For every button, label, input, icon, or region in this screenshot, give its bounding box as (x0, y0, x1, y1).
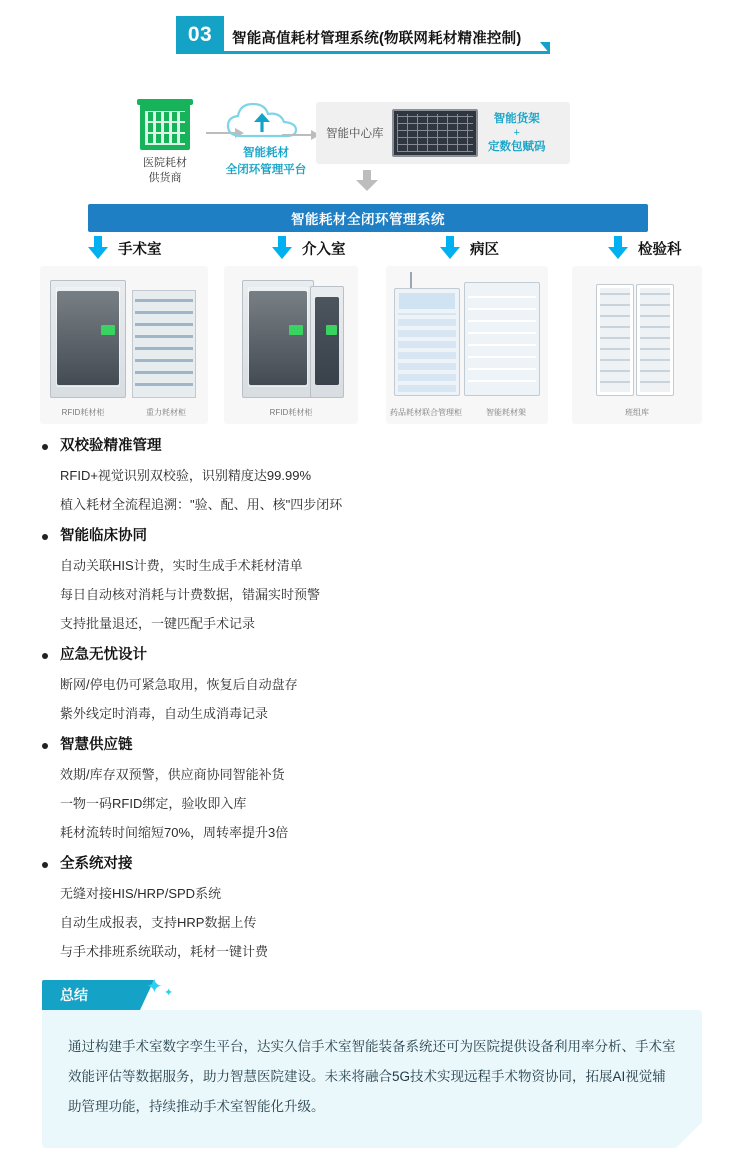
bullet-line: 断网/停电仍可紧急取用，恢复后自动盘存 (60, 677, 298, 692)
equipment-cards (0, 266, 744, 428)
supplier-label-line1: 医院耗材 (143, 157, 187, 169)
department-label: 手术室 (118, 241, 162, 258)
lab-cabinet-right-image (636, 284, 674, 396)
bullet-line: 自动关联HIS计费，实时生成手术耗材清单 (60, 558, 303, 573)
bullet-line: 效期/库存双预警，供应商协同智能补货 (60, 767, 285, 782)
supplier-node (122, 104, 208, 186)
sparkle-icon: ✦ (146, 976, 163, 998)
section-header (176, 16, 550, 54)
list-item (0, 641, 744, 728)
feature-smart-shelf-label: 智能货架 (493, 112, 540, 125)
flow-diagram (0, 96, 744, 206)
bullet-title: 智慧供应链 (0, 731, 744, 760)
center-features (488, 112, 546, 155)
summary-tab: 总结 (42, 980, 140, 1010)
caption-rfid-cabinet: RFID耗材柜 (61, 408, 105, 417)
bullet-line: 自动生成报表，支持HRP数据上传 (60, 915, 257, 930)
arrow-down-icon (608, 236, 628, 260)
bullet-list (0, 432, 744, 966)
department-label: 病区 (470, 241, 499, 258)
caption-gravity-cabinet: 重力耗材柜 (146, 408, 186, 417)
lab-cabinet-left-image (596, 284, 634, 396)
arrow-down-to-system-icon (356, 170, 378, 192)
list-item (0, 731, 744, 847)
department-row (0, 236, 744, 264)
summary-text: 通过构建手术室数字孪生平台，达实久信手术室智能装备系统还可为医院提供设备利用率分析、手术室效能评估等数据服务，助力智慧医院建设。未来将融合5G技术实现远程手术物资协同，拓展AI视觉辅助管理功能，持续推动手术室智能化升级。 (42, 1010, 702, 1148)
section-title-wrap (224, 16, 550, 54)
smart-shelf-image (392, 109, 478, 157)
platform-label-line1: 智能耗材 (243, 147, 289, 159)
equipment-card-ward (386, 266, 548, 424)
bullet-line: 与手术排班系统联动，耗材一键计费 (60, 944, 269, 959)
bullet-line: RFID+视觉识别双校验，识别精度达99.99% (60, 468, 312, 483)
drug-consumable-cabinet-image (394, 288, 460, 396)
hospital-building-icon (140, 104, 190, 150)
caption-team-store: 班组库 (625, 408, 649, 417)
section-number: 03 (176, 16, 224, 54)
bullet-line: 植入耗材全流程追溯："验、配、用、核"四步闭环 (60, 497, 343, 512)
department-laboratory (608, 236, 682, 260)
department-ward (440, 236, 499, 260)
equipment-card-laboratory (572, 266, 702, 424)
bullet-title: 应急无忧设计 (0, 641, 744, 670)
sparkle-small-icon: ✦ (164, 987, 174, 999)
department-intervention-room (272, 236, 346, 260)
rfid-cabinet-image (50, 280, 126, 398)
equipment-card-intervention-room (224, 266, 358, 424)
bullet-line: 耗材流转时间缩短70%，周转率提升3倍 (60, 825, 289, 840)
summary-section (42, 976, 702, 1148)
department-operating-room (88, 236, 162, 260)
equipment-card-operating-room (40, 266, 208, 424)
smart-consumable-rack-image (464, 282, 540, 396)
caption-smart-rack: 智能耗材架 (486, 408, 526, 417)
bullet-content (0, 432, 744, 969)
arrow-down-icon (440, 236, 460, 260)
caption-drug-cabinet: 药品耗材联合管理柜 (390, 408, 462, 417)
bullet-line: 无缝对接HIS/HRP/SPD系统 (60, 886, 222, 901)
bullet-title: 智能临床协同 (0, 522, 744, 551)
department-label: 介入室 (302, 241, 346, 258)
bullet-title: 双校验精准管理 (0, 432, 744, 461)
title-underline (224, 51, 550, 54)
bullet-line: 支持批量退还，一键匹配手术记录 (60, 616, 256, 631)
caption-rfid-cabinet: RFID耗材柜 (269, 408, 313, 417)
feature-plus-label: + (513, 126, 520, 139)
system-bar: 智能耗材全闭环管理系统 (88, 204, 648, 232)
list-item (0, 850, 744, 966)
supplier-label-line2: 供货商 (148, 172, 182, 184)
department-label: 检验科 (638, 241, 682, 258)
central-warehouse-node (316, 102, 570, 164)
bullet-line: 紫外线定时消毒，自动生成消毒记录 (60, 706, 269, 721)
page-title: 智能高值耗材管理系统(物联网耗材精准控制) (232, 31, 522, 47)
arrow-down-icon (272, 236, 292, 260)
bullet-title: 全系统对接 (0, 850, 744, 879)
gravity-cabinet-image (132, 290, 196, 398)
side-cabinet-image (310, 286, 344, 398)
bullet-line: 每日自动核对消耗与计费数据，错漏实时预警 (60, 587, 321, 602)
platform-label-line2: 全闭环管理平台 (225, 164, 307, 176)
arrow-down-icon (88, 236, 108, 260)
feature-coded-pack-label: 定数包赋码 (488, 140, 546, 153)
list-item (0, 522, 744, 638)
bullet-line: 一物一码RFID绑定，验收即入库 (60, 796, 247, 811)
rfid-cabinet-image (242, 280, 314, 398)
list-item (0, 432, 744, 519)
central-warehouse-label: 智能中心库 (326, 128, 384, 140)
